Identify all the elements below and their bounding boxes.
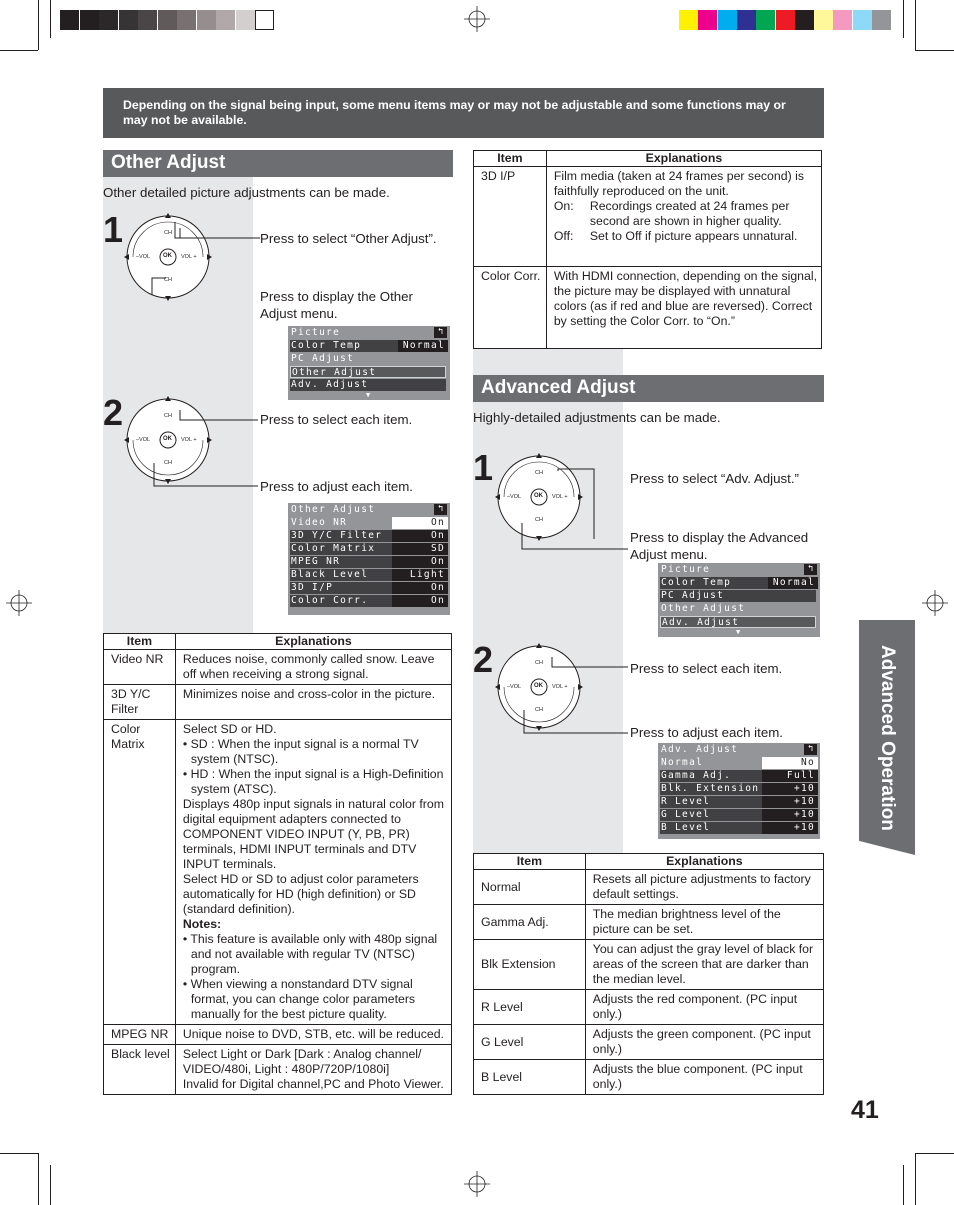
menu-row-label: B Level bbox=[661, 822, 711, 833]
table-row bbox=[474, 267, 822, 349]
adv-step1-display-instruction: Press to display the Advanced Adjust menu. bbox=[630, 530, 809, 562]
table-cell-item: Normal bbox=[474, 870, 586, 905]
step2-adjust-instruction: Press to adjust each item. bbox=[260, 479, 413, 494]
adv-step1-select-instruction: Press to select “Adv. Adjust.” bbox=[630, 471, 799, 486]
table-cell-item: R Level bbox=[474, 990, 586, 1025]
menu-row-label: Black Level bbox=[291, 569, 369, 580]
table-header: Explanations bbox=[585, 854, 823, 870]
table-row bbox=[474, 1025, 824, 1060]
off-label: Off: bbox=[553, 229, 574, 243]
menu-row-value: On bbox=[392, 556, 448, 568]
menu-row-value: Full bbox=[762, 770, 818, 782]
color-swatch bbox=[698, 10, 717, 30]
menu-row-value: Normal bbox=[398, 340, 448, 352]
table-header-row bbox=[474, 151, 822, 167]
table-row bbox=[104, 685, 452, 720]
explanation-line: Invalid for Digital channel,PC and Photo Viewer. bbox=[182, 1077, 444, 1091]
on-option bbox=[554, 199, 817, 229]
step-1-number: 1 bbox=[103, 209, 124, 250]
table-header: Item bbox=[474, 854, 586, 870]
table-row bbox=[104, 720, 452, 1025]
table-cell-explanation bbox=[546, 167, 821, 267]
remote-ch-up-label: CH bbox=[535, 470, 543, 476]
menu-row[interactable] bbox=[660, 616, 816, 628]
on-label: On: bbox=[553, 199, 574, 213]
menu-row-label: Other Adjust bbox=[661, 603, 746, 614]
remote-vol-minus-label: –VOL bbox=[136, 254, 151, 260]
menu-row-label: R Level bbox=[661, 796, 711, 807]
menu-row-label: Blk. Extension bbox=[661, 783, 760, 794]
color-swatch bbox=[216, 10, 235, 30]
menu-title: Picture bbox=[661, 564, 711, 575]
adv-adjust-menu bbox=[658, 743, 820, 839]
table-cell-item: 3D I/P bbox=[474, 167, 547, 267]
remote-ch-down-label: CH bbox=[535, 707, 543, 713]
color-swatch bbox=[255, 10, 274, 30]
table-row bbox=[474, 870, 824, 905]
explanation-line: Film media (taken at 24 frames per second) is faithfully reproduced on the unit. bbox=[553, 169, 804, 198]
menu-row-label: Color Temp bbox=[291, 340, 362, 351]
other-adjust-table bbox=[103, 633, 452, 1095]
menu-row-value: On bbox=[392, 517, 448, 529]
remote-vol-minus-label: –VOL bbox=[136, 437, 151, 443]
availability-notice: Depending on the signal being input, some menu items may or may not be adjustable and some functions may or may not be available. bbox=[103, 88, 824, 138]
advanced-adjust-heading: Advanced Adjust bbox=[473, 375, 824, 402]
menu-row-label: Normal bbox=[661, 757, 704, 768]
color-swatch bbox=[718, 10, 737, 30]
other-adjust-heading: Other Adjust bbox=[103, 150, 453, 177]
remote-ok-label: OK bbox=[534, 493, 543, 499]
3d-ip-color-corr-table bbox=[473, 150, 822, 349]
menu-row-label: Other Adjust bbox=[292, 367, 377, 378]
off-text: Set to Off if picture appears unnatural. bbox=[589, 229, 798, 243]
table-cell-explanation: The median brightness level of the picture can be set. bbox=[585, 905, 823, 940]
off-option bbox=[554, 229, 817, 244]
adv-step2-select-instruction: Press to select each item. bbox=[630, 661, 783, 676]
menu-title: Other Adjust bbox=[291, 504, 376, 515]
table-cell-item: Video NR bbox=[104, 650, 176, 685]
color-swatch bbox=[80, 10, 99, 30]
remote-ch-down-label: CH bbox=[535, 517, 543, 523]
table-row bbox=[474, 167, 822, 267]
back-icon: ↰ bbox=[804, 744, 817, 755]
menu-row-label: G Level bbox=[661, 809, 711, 820]
explanation-line: • HD : When the input signal is a High-Definition system (ATSC). bbox=[182, 767, 444, 796]
registration-mark-icon bbox=[464, 6, 490, 32]
table-cell-item: Gamma Adj. bbox=[474, 905, 586, 940]
table-cell-explanation bbox=[546, 267, 821, 349]
remote-ok-label: OK bbox=[163, 436, 172, 442]
back-icon: ↰ bbox=[804, 564, 817, 575]
crop-mark bbox=[0, 1153, 38, 1154]
menu-title: Adv. Adjust bbox=[661, 744, 739, 755]
remote-vol-plus-label: VOL + bbox=[552, 494, 568, 500]
explanation-line: Select Light or Dark [Dark : Analog channel/ VIDEO/480i, Light : 480P/720P/1080i] bbox=[182, 1047, 422, 1076]
menu-row-label: Color Corr. bbox=[291, 595, 369, 606]
remote-ok-label: OK bbox=[534, 683, 543, 689]
menu-row[interactable] bbox=[290, 379, 446, 391]
explanation-line: Minimizes noise and cross-color in the picture. bbox=[182, 687, 436, 701]
color-swatch bbox=[737, 10, 756, 30]
crop-mark bbox=[38, 0, 39, 50]
back-icon: ↰ bbox=[434, 327, 447, 338]
page-number: 41 bbox=[851, 1096, 879, 1124]
explanation-line: Unique noise to DVD, STB, etc. will be reduced. bbox=[182, 1027, 444, 1041]
menu-row-label: PC Adjust bbox=[291, 353, 355, 364]
crop-mark bbox=[50, 0, 51, 38]
crop-mark bbox=[0, 50, 38, 51]
adv-step2-adjust-instruction: Press to adjust each item. bbox=[630, 725, 783, 740]
crop-mark bbox=[50, 1165, 51, 1205]
table-cell-item: Color Corr. bbox=[474, 267, 547, 349]
table-cell-item: MPEG NR bbox=[104, 1025, 176, 1045]
table-cell-item: Blk Extension bbox=[474, 940, 586, 990]
table-cell-explanation: Resets all picture adjustments to factory default settings. bbox=[585, 870, 823, 905]
table-cell-item: Color Matrix bbox=[104, 720, 176, 1025]
color-swatch bbox=[679, 10, 698, 30]
menu-row-value: +10 bbox=[762, 796, 818, 808]
remote-vol-plus-label: VOL + bbox=[181, 254, 197, 260]
remote-ok-label: OK bbox=[163, 253, 172, 259]
table-cell-explanation: You can adjust the gray level of black for areas of the screen that are darker than the median level. bbox=[585, 940, 823, 990]
table-cell-explanation: Adjusts the green component. (PC input only.) bbox=[585, 1025, 823, 1060]
crop-mark bbox=[38, 1153, 39, 1205]
color-swatch bbox=[138, 10, 157, 30]
table-header: Item bbox=[104, 634, 176, 650]
remote-ch-up-label: CH bbox=[164, 230, 172, 236]
remote-vol-minus-label: –VOL bbox=[507, 494, 522, 500]
advanced-adjust-intro: Highly-detailed adjustments can be made. bbox=[473, 410, 721, 425]
color-swatch bbox=[158, 10, 177, 30]
menu-row[interactable] bbox=[290, 366, 446, 378]
table-cell-item: Black level bbox=[104, 1045, 176, 1095]
menu-row-value: SD bbox=[392, 543, 448, 555]
crop-mark bbox=[915, 0, 916, 50]
menu-row-value: Light bbox=[392, 569, 448, 581]
table-cell-explanation bbox=[175, 720, 451, 1025]
table-row bbox=[104, 650, 452, 685]
table-cell-explanation bbox=[175, 1045, 451, 1095]
menu-row[interactable] bbox=[290, 353, 446, 365]
explanation-line: Select SD or HD. bbox=[182, 722, 277, 736]
table-row bbox=[474, 940, 824, 990]
menu-row-label: Adv. Adjust bbox=[291, 379, 369, 390]
menu-row-value: On bbox=[392, 582, 448, 594]
menu-row-label: Color Temp bbox=[661, 577, 732, 588]
explanation-line: • This feature is available only with 480p signal and not available with regular TV (NTSC) program. bbox=[182, 932, 438, 976]
on-text: Recordings created at 24 frames per second are shown in higher quality. bbox=[589, 199, 790, 228]
menu-row-value: On bbox=[392, 530, 448, 542]
other-adjust-intro: Other detailed picture adjustments can be made. bbox=[103, 185, 390, 200]
table-header: Item bbox=[474, 151, 547, 167]
menu-row[interactable] bbox=[660, 603, 816, 615]
step1-select-instruction: Press to select “Other Adjust”. bbox=[260, 231, 437, 246]
step-2-number: 2 bbox=[103, 392, 124, 433]
table-row bbox=[474, 990, 824, 1025]
step-2-number: 2 bbox=[473, 639, 494, 680]
remote-ch-down-label: CH bbox=[164, 460, 172, 466]
table-cell-explanation: Adjusts the red component. (PC input only.) bbox=[585, 990, 823, 1025]
color-swatch bbox=[60, 10, 79, 30]
menu-row-value: No bbox=[762, 757, 818, 769]
remote-vol-minus-label: –VOL bbox=[507, 684, 522, 690]
color-swatch bbox=[776, 10, 795, 30]
color-swatch bbox=[119, 10, 138, 30]
menu-row-label: Color Matrix bbox=[291, 543, 376, 554]
menu-row-label: Gamma Adj. bbox=[661, 770, 732, 781]
leader-lines bbox=[518, 465, 630, 555]
menu-row-label: Video NR bbox=[291, 517, 348, 528]
explanation-line: Notes: bbox=[182, 917, 222, 931]
menu-row-label: Adv. Adjust bbox=[662, 617, 740, 628]
remote-ch-up-label: CH bbox=[535, 660, 543, 666]
menu-row-value: On bbox=[392, 595, 448, 607]
menu-row-label: 3D Y/C Filter bbox=[291, 530, 383, 541]
table-header: Explanations bbox=[546, 151, 821, 167]
registration-mark-icon bbox=[464, 1171, 490, 1197]
back-icon: ↰ bbox=[434, 504, 447, 515]
menu-row-label: 3D I/P bbox=[291, 582, 334, 593]
menu-row[interactable] bbox=[660, 590, 816, 602]
picture-menu bbox=[658, 563, 820, 637]
menu-row-label: PC Adjust bbox=[661, 590, 725, 601]
menu-row-value: +10 bbox=[762, 822, 818, 834]
crop-mark bbox=[915, 1153, 954, 1154]
remote-vol-plus-label: VOL + bbox=[181, 437, 197, 443]
color-swatch bbox=[814, 10, 833, 30]
color-swatch bbox=[872, 10, 891, 30]
crop-mark bbox=[903, 0, 904, 38]
table-cell-item: B Level bbox=[474, 1060, 586, 1095]
explanation-line: With HDMI connection, depending on the signal, the picture may be displayed with unnatural colors (as if red and blue are reversed). Correct by setting the Color Corr. to “On.” bbox=[553, 269, 817, 328]
step1-display-instruction: Press to display the Other Adjust menu. bbox=[260, 289, 413, 321]
leader-lines bbox=[520, 655, 630, 737]
color-swatch bbox=[177, 10, 196, 30]
table-header: Explanations bbox=[175, 634, 451, 650]
step2-select-instruction: Press to select each item. bbox=[260, 412, 413, 427]
crop-mark bbox=[915, 1153, 916, 1205]
color-swatch bbox=[236, 10, 255, 30]
color-swatch bbox=[795, 10, 814, 30]
table-cell-explanation bbox=[175, 650, 451, 685]
table-cell-item: G Level bbox=[474, 1025, 586, 1060]
other-adjust-menu bbox=[288, 503, 450, 615]
color-swatch bbox=[197, 10, 216, 30]
explanation-line: • SD : When the input signal is a normal TV system (NTSC). bbox=[182, 737, 419, 766]
registration-mark-icon bbox=[922, 590, 948, 616]
table-cell-explanation: Adjusts the blue component. (PC input only.) bbox=[585, 1060, 823, 1095]
table-row bbox=[104, 1025, 452, 1045]
leader-lines bbox=[148, 225, 263, 300]
table-cell-explanation bbox=[175, 1025, 451, 1045]
remote-ch-up-label: CH bbox=[164, 413, 172, 419]
scroll-down-icon: ▼ bbox=[366, 391, 371, 399]
menu-row-value: +10 bbox=[762, 809, 818, 821]
menu-row-value: Normal bbox=[768, 577, 818, 589]
menu-row-label: MPEG NR bbox=[291, 556, 341, 567]
remote-ch-down-label: CH bbox=[164, 277, 172, 283]
crop-mark bbox=[903, 1165, 904, 1205]
explanation-line: Reduces noise, commonly called snow. Leave off when receiving a strong signal. bbox=[182, 652, 435, 681]
table-row bbox=[474, 905, 824, 940]
section-side-tab-label: Advanced Operation bbox=[877, 644, 898, 831]
explanation-line: Displays 480p input signals in natural color from digital equipment adapters connected to COMPONENT VIDEO INPUT (Y, PB, PR) terminals, HDMI INPUT terminals and DTV INPUT terminals. bbox=[182, 797, 444, 871]
table-header-row bbox=[104, 634, 452, 650]
explanation-line: Select HD or SD to adjust color parameters automatically for HD (high definition) or SD (standard definition). bbox=[182, 872, 419, 916]
scroll-down-icon: ▼ bbox=[736, 628, 741, 636]
table-cell-item: 3D Y/C Filter bbox=[104, 685, 176, 720]
remote-vol-plus-label: VOL + bbox=[552, 684, 568, 690]
table-row bbox=[104, 1045, 452, 1095]
table-header-row bbox=[474, 854, 824, 870]
leader-lines bbox=[150, 408, 260, 490]
crop-mark bbox=[915, 50, 954, 51]
table-cell-explanation bbox=[175, 685, 451, 720]
table-row bbox=[474, 1060, 824, 1095]
color-swatch bbox=[833, 10, 852, 30]
step-1-number: 1 bbox=[473, 447, 494, 488]
color-swatch bbox=[99, 10, 118, 30]
color-swatch bbox=[853, 10, 872, 30]
color-swatch bbox=[756, 10, 775, 30]
menu-row-value: +10 bbox=[762, 783, 818, 795]
explanation-line: • When viewing a nonstandard DTV signal format, you can change color parameters manually for the best picture quality. bbox=[182, 977, 416, 1021]
registration-mark-icon bbox=[6, 590, 32, 616]
picture-menu bbox=[288, 326, 450, 400]
menu-title: Picture bbox=[291, 327, 341, 338]
advanced-adjust-table bbox=[473, 853, 824, 1095]
